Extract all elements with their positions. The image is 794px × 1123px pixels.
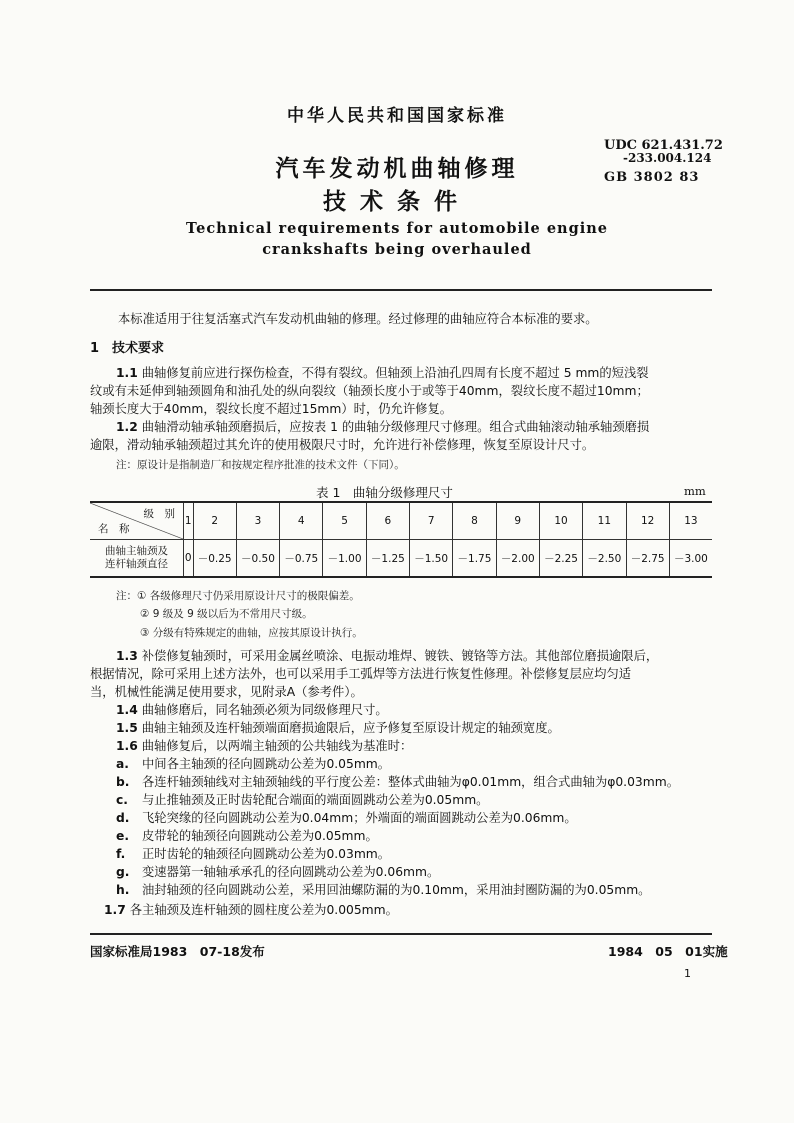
grade-cell: 1 [184,502,194,540]
row-label-line2: 连杆轴颈直径 [105,558,168,570]
value-cell: －2.75 [626,540,669,578]
clause-number: 1.2 [116,420,138,434]
grade-cell: 12 [626,502,669,540]
clause-1-7 [104,902,398,919]
list-item: h. 油封轴颈的径向圆跳动公差，采用回油螺防漏的为0.10mm，采用油封圈防漏的为0.05mm。 [116,883,651,897]
value-cell: －1.50 [410,540,453,578]
clause-text: 曲轴修复前应进行探伤检查，不得有裂纹。但轴颈上沿油孔四周有长度不超过 5 mm的短浅裂 [141,366,649,380]
table-header-row [90,502,712,540]
clause-text: 曲轴修磨后，同名轴颈必须为同级修理尺寸。 [141,703,388,717]
clause-text: 曲轴主轴颈及连杆轴颈端面磨损逾限后，应予修复至原设计规定的轴颈宽度。 [141,721,560,735]
grade-cell: 7 [410,502,453,540]
section-1-heading: 1 技术要求 [90,341,165,356]
grade-cell: 11 [583,502,626,540]
list-item: a. 中间各主轴颈的径向圆跳动公差为0.05mm。 [116,757,391,771]
table-corner-cell [90,502,184,540]
grade-cell: 3 [236,502,279,540]
standard-title: 汽车发动机曲轴修理 [275,156,519,182]
intro-paragraph: 本标准适用于往复活塞式汽车发动机曲轴的修理。经过修理的曲轴应符合本标准的要求。 [118,312,598,326]
value-cell: －2.25 [539,540,582,578]
value-cell: －1.75 [453,540,496,578]
clause-number: 1.1 [116,366,138,380]
header-divider [90,289,712,291]
clause-number: 1.6 [116,739,138,753]
gb-number: GB 3802 83 [604,170,700,185]
value-cell: －1.00 [323,540,366,578]
value-cell: －1.25 [366,540,409,578]
list-item: e. 皮带轮的轴颈径向圆跳动公差为0.05mm。 [116,829,378,843]
value-cell: －3.00 [669,540,712,578]
grade-cell: 5 [323,502,366,540]
grade-size-table [90,501,712,578]
table-row [90,540,712,578]
clause-number: 1.3 [116,649,138,663]
clause-1-3-line3: 当，机械性能满足使用要求，见附录A（参考件）。 [90,685,363,699]
table-note-1: 注：① 各级修理尺寸仍采用原设计尺寸的极限偏差。 [116,590,360,602]
english-title-line1: Technical requirements for automobile engine [185,220,609,237]
clause-1-1-line3: 轴颈长度大于40mm，裂纹长度不超过15mm）时，仍允许修复。 [90,402,453,416]
grade-cell: 13 [669,502,712,540]
corner-label-name: 名 称 [98,523,130,535]
grade-cell: 8 [453,502,496,540]
value-cell: －2.50 [583,540,626,578]
table-caption: 表 1 曲轴分级修理尺寸 [316,485,453,500]
clause-1-3 [116,648,658,665]
english-title-line2: crankshafts being overhauled [262,241,532,258]
clause-1-2 [116,419,649,436]
clause-1-6 [116,738,412,755]
value-cell: －2.00 [496,540,539,578]
row-label-line1: 曲轴主轴颈及 [105,545,168,557]
table-unit: mm [684,484,706,498]
value-cell: －0.75 [280,540,323,578]
clause-text: 曲轴滑动轴承轴颈磨损后，应按表 1 的曲轴分级修理尺寸修理。组合式曲轴滚动轴承轴颈磨损 [141,420,650,434]
standard-subtitle: 技术条件 [323,189,471,215]
clause-text: 曲轴修复后，以两端主轴颈的公共轴线为基准时： [141,739,413,753]
list-item: b. 各连杆轴颈轴线对主轴颈轴线的平行度公差：整体式曲轴为φ0.01mm，组合式曲轴为φ0.03mm。 [116,775,679,789]
grade-cell: 4 [280,502,323,540]
issuer-title: 中华人民共和国国家标准 [287,106,507,126]
clause-1-2-line2: 逾限，滑动轴承轴颈超过其允许的使用极限尺寸时，允许进行补偿修理，恢复至原设计尺寸。 [90,438,595,452]
page-number: 1 [684,967,691,980]
grade-cell: 2 [193,502,236,540]
clause-text: 各主轴颈及连杆轴颈的圆柱度公差为0.005mm。 [129,903,398,917]
grade-cell: 6 [366,502,409,540]
list-item: c. 与止推轴颈及正时齿轮配合端面的端面圆跳动公差为0.05mm。 [116,793,489,807]
udc-code-continued: -233.004.124 [623,151,712,165]
grade-cell: 9 [496,502,539,540]
value-cell: －0.25 [193,540,236,578]
value-cell: －0.50 [236,540,279,578]
issue-date: 国家标准局1983 07-18发布 [90,944,265,959]
grade-cell: 10 [539,502,582,540]
list-item: d. 飞轮突缘的径向圆跳动公差为0.04mm；外端面的端面圆跳动公差为0.06mm。 [116,811,577,825]
row-label-cell [90,540,184,578]
footer-divider [90,933,712,935]
list-item: g. 变速器第一轴轴承承孔的径向圆跳动公差为0.06mm。 [116,865,440,879]
table-note-2: ② 9 级及 9 级以后为不常用尺寸级。 [140,608,313,620]
clause-1-5 [116,720,560,737]
table-note-3: ③ 分级有特殊规定的曲轴，应按其原设计执行。 [140,627,363,639]
clause-number: 1.7 [104,903,126,917]
clause-1-4 [116,702,388,719]
corner-label-grade: 级 别 [143,508,175,520]
clause-text: 补偿修复轴颈时，可采用金属丝喷涂、电振动堆焊、镀铁、镀铬等方法。其他部位磨损逾限后， [141,649,659,663]
effective-date: 1984 05 01实施 [608,944,728,959]
clause-1-2-note: 注：原设计是指制造厂和按规定程序批准的技术文件（下同）。 [116,459,405,471]
clause-1-3-line2: 根据情况，除可采用上述方法外，也可以采用手工弧焊等方法进行恢复性修理。补偿修复层应均匀适 [90,667,632,681]
clause-number: 1.5 [116,721,138,735]
list-item: f. 正时齿轮的轴颈径向圆跳动公差为0.03mm。 [116,847,391,861]
clause-1-1 [116,365,649,382]
clause-1-1-line2: 纹或有未延伸到轴颈圆角和油孔处的纵向裂纹（轴颈长度小于或等于40mm，裂纹长度不超过10mm； [90,384,649,398]
udc-code: UDC 621.431.72 [604,138,723,153]
value-cell: 0 [184,540,194,578]
clause-number: 1.4 [116,703,138,717]
